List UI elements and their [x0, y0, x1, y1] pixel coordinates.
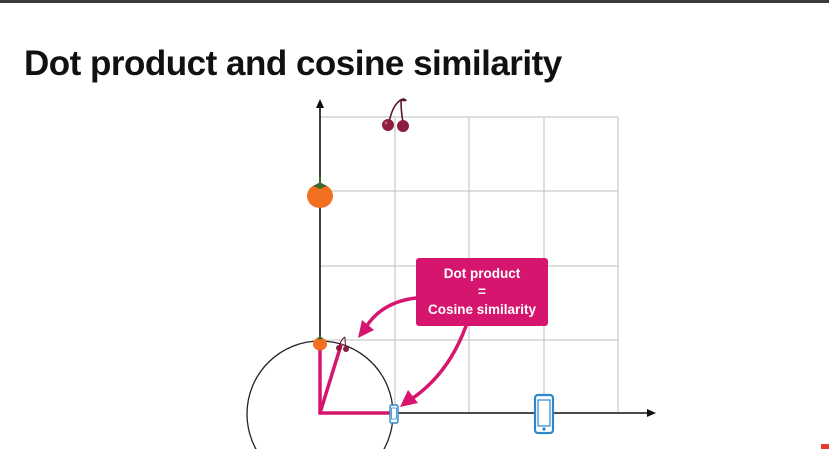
x-axis-arrow: [647, 409, 656, 417]
arrowhead-cherry: [358, 320, 374, 338]
arrow-to-cherry: [366, 298, 416, 327]
corner-marker: [821, 444, 829, 449]
callout-line-3: Cosine similarity: [427, 302, 537, 317]
tomato-icon-small: [313, 337, 327, 351]
tomato-icon: [307, 177, 333, 208]
y-axis-arrow: [316, 99, 324, 108]
arrowhead-phone: [400, 390, 418, 407]
phone-icon-small: [390, 405, 398, 423]
phone-icon: [535, 395, 553, 433]
callout-arrowheads: [358, 320, 418, 407]
cherry-unit-vector: [320, 345, 341, 413]
normalized-vectors: [320, 345, 392, 413]
callout-line-1: Dot product: [443, 266, 521, 281]
arrow-to-phone: [410, 326, 466, 400]
callout-line-2: =: [478, 284, 486, 299]
slide-title: Dot product and cosine similarity: [24, 44, 562, 83]
callout-box: [416, 258, 548, 326]
